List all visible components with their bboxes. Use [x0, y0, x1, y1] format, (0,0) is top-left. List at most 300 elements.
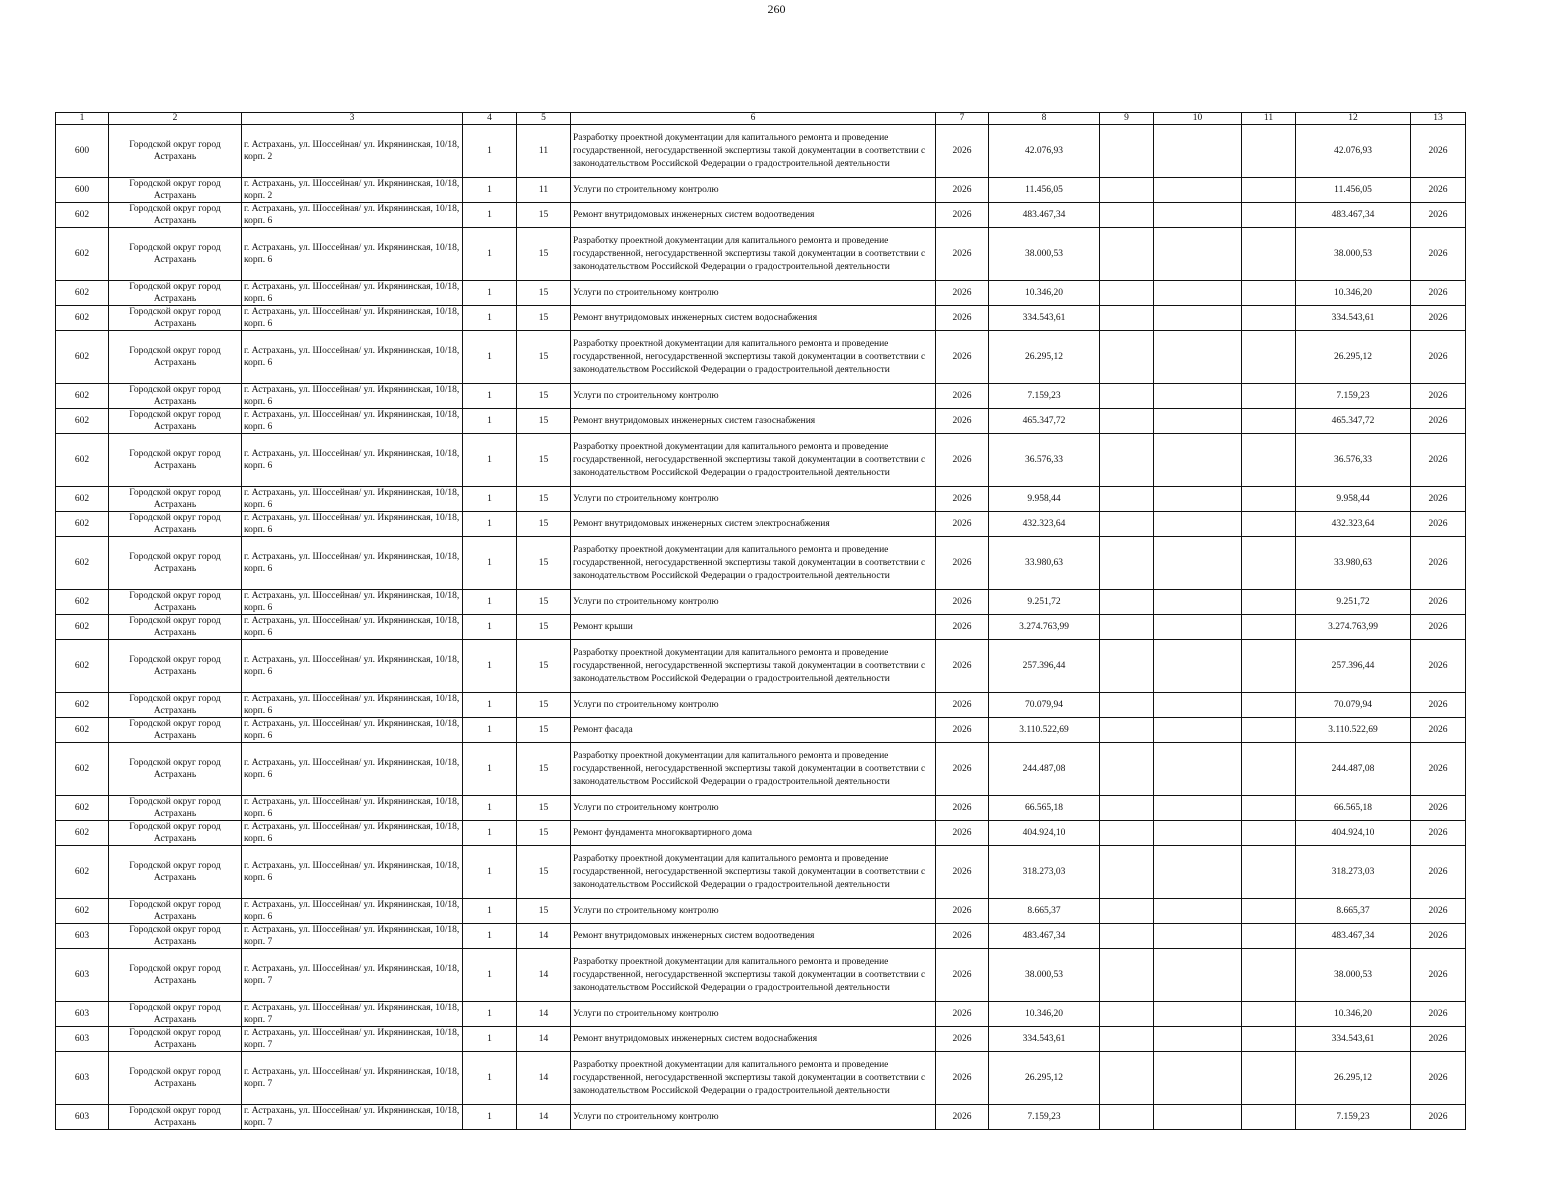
cell-column-5	[517, 821, 571, 846]
cell-completion-year	[1411, 718, 1466, 743]
table-row	[56, 821, 1466, 846]
column-header: 11	[1242, 113, 1296, 125]
cell-fund-cost	[1296, 846, 1411, 899]
cell-completion-year	[1411, 899, 1466, 924]
table-row	[56, 718, 1466, 743]
municipality-text: Городской округ город Астрахань	[129, 1106, 221, 1128]
completion-year-text: 2026	[1428, 146, 1448, 156]
column-5-text: 15	[538, 661, 549, 671]
work-type-text: Ремонт внутридомовых инженерных систем водоотведения	[573, 210, 815, 220]
work-type-text: Услуги по строительному контролю	[573, 803, 719, 813]
table-row	[56, 178, 1466, 203]
cell-column-11	[1242, 718, 1296, 743]
cell-fund-cost	[1296, 331, 1411, 384]
table-row	[56, 384, 1466, 409]
cell-column-9	[1100, 821, 1154, 846]
cell-total-cost	[989, 796, 1100, 821]
cell-column-11	[1242, 487, 1296, 512]
cell-address	[242, 228, 463, 281]
address-text: г. Астрахань, ул. Шоссейная/ ул. Икрянинская, 10/18, корп. 7	[244, 1003, 460, 1025]
cell-column-5	[517, 384, 571, 409]
address-text: г. Астрахань, ул. Шоссейная/ ул. Икрянинская, 10/18, корп. 2	[244, 179, 460, 201]
object-number-text: 602	[74, 391, 90, 401]
year-text: 2026	[952, 494, 972, 504]
cell-object-number	[56, 125, 109, 178]
municipality-text: Городской округ город Астрахань	[129, 964, 221, 986]
municipality-text: Городской округ город Астрахань	[129, 1028, 221, 1050]
object-number-text: 600	[74, 185, 90, 195]
column-4-text: 1	[487, 764, 492, 774]
cell-column-5	[517, 899, 571, 924]
municipality-text: Городской округ город Астрахань	[129, 346, 221, 368]
column-5-text: 15	[538, 494, 549, 504]
year-text: 2026	[952, 519, 972, 529]
cell-municipality	[109, 949, 242, 1002]
cell-column-4	[463, 409, 517, 434]
year-text: 2026	[952, 313, 972, 323]
cell-work-type	[571, 537, 936, 590]
address-text: г. Астрахань, ул. Шоссейная/ ул. Икрянинская, 10/18, корп. 6	[244, 552, 460, 574]
cell-column-10	[1154, 693, 1242, 718]
cell-address	[242, 718, 463, 743]
cell-address	[242, 821, 463, 846]
year-text: 2026	[952, 249, 972, 259]
address-text: г. Астрахань, ул. Шоссейная/ ул. Икрянинская, 10/18, корп. 7	[244, 964, 460, 986]
cell-completion-year	[1411, 924, 1466, 949]
cell-fund-cost	[1296, 693, 1411, 718]
cell-column-4	[463, 1027, 517, 1052]
total-cost-text: 10.346,20	[1025, 288, 1063, 298]
cell-column-5	[517, 1105, 571, 1130]
column-header: 2	[109, 113, 242, 125]
cell-fund-cost	[1296, 125, 1411, 178]
cell-object-number	[56, 899, 109, 924]
column-5-text: 11	[538, 146, 549, 156]
fund-cost-text: 7.159,23	[1336, 391, 1370, 401]
total-cost-text: 483.467,34	[1022, 931, 1066, 941]
table-row	[56, 796, 1466, 821]
table-row	[56, 281, 1466, 306]
municipality-text: Городской округ город Астрахань	[129, 410, 221, 432]
cell-column-10	[1154, 1002, 1242, 1027]
object-number-text: 603	[74, 1034, 90, 1044]
fund-cost-text: 9.958,44	[1336, 494, 1370, 504]
column-5-text: 15	[538, 210, 549, 220]
cell-municipality	[109, 434, 242, 487]
cell-column-10	[1154, 537, 1242, 590]
cell-completion-year	[1411, 409, 1466, 434]
fund-cost-text: 9.251,72	[1336, 597, 1370, 607]
cell-completion-year	[1411, 487, 1466, 512]
fund-cost-text: 10.346,20	[1334, 1009, 1372, 1019]
column-4-text: 1	[487, 391, 492, 401]
cell-total-cost	[989, 512, 1100, 537]
cell-column-4	[463, 306, 517, 331]
cell-fund-cost	[1296, 615, 1411, 640]
cell-total-cost	[989, 203, 1100, 228]
object-number-text: 603	[74, 970, 90, 980]
cell-object-number	[56, 281, 109, 306]
cell-fund-cost	[1296, 1027, 1411, 1052]
cell-fund-cost	[1296, 434, 1411, 487]
cell-municipality	[109, 331, 242, 384]
cell-year	[936, 899, 989, 924]
cell-column-11	[1242, 693, 1296, 718]
cell-column-10	[1154, 331, 1242, 384]
address-text: г. Астрахань, ул. Шоссейная/ ул. Икрянинская, 10/18, корп. 6	[244, 900, 460, 922]
object-number-text: 602	[74, 416, 90, 426]
cell-object-number	[56, 434, 109, 487]
fund-cost-text: 38.000,53	[1334, 970, 1372, 980]
object-number-text: 600	[74, 146, 90, 156]
cell-year	[936, 718, 989, 743]
cell-completion-year	[1411, 125, 1466, 178]
cell-column-4	[463, 640, 517, 693]
cell-column-5	[517, 331, 571, 384]
cell-column-9	[1100, 1002, 1154, 1027]
cell-work-type	[571, 203, 936, 228]
year-text: 2026	[952, 146, 972, 156]
cell-column-5	[517, 512, 571, 537]
total-cost-text: 42.076,93	[1025, 146, 1063, 156]
year-text: 2026	[952, 597, 972, 607]
cell-column-5	[517, 203, 571, 228]
table-row	[56, 434, 1466, 487]
cell-column-11	[1242, 796, 1296, 821]
cell-completion-year	[1411, 693, 1466, 718]
cell-column-9	[1100, 434, 1154, 487]
cell-column-4	[463, 281, 517, 306]
cell-work-type	[571, 796, 936, 821]
cell-completion-year	[1411, 640, 1466, 693]
cell-municipality	[109, 1027, 242, 1052]
cell-municipality	[109, 924, 242, 949]
cell-completion-year	[1411, 281, 1466, 306]
column-5-text: 14	[538, 1034, 549, 1044]
year-text: 2026	[952, 764, 972, 774]
cell-address	[242, 846, 463, 899]
table-row	[56, 590, 1466, 615]
address-text: г. Астрахань, ул. Шоссейная/ ул. Икрянинская, 10/18, корп. 6	[244, 243, 460, 265]
cell-column-9	[1100, 178, 1154, 203]
cell-column-11	[1242, 743, 1296, 796]
work-type-text: Ремонт фундамента многоквартирного дома	[573, 828, 752, 838]
cell-column-4	[463, 384, 517, 409]
cell-fund-cost	[1296, 899, 1411, 924]
municipality-text: Городской округ город Астрахань	[129, 719, 221, 741]
cell-address	[242, 125, 463, 178]
cell-object-number	[56, 590, 109, 615]
cell-column-10	[1154, 718, 1242, 743]
cell-column-4	[463, 718, 517, 743]
cell-total-cost	[989, 590, 1100, 615]
column-5-text: 15	[538, 725, 549, 735]
cell-work-type	[571, 1027, 936, 1052]
completion-year-text: 2026	[1428, 210, 1448, 220]
cell-total-cost	[989, 537, 1100, 590]
address-text: г. Астрахань, ул. Шоссейная/ ул. Икрянинская, 10/18, корп. 6	[244, 655, 460, 677]
cell-column-10	[1154, 590, 1242, 615]
cell-object-number	[56, 846, 109, 899]
works-table	[55, 112, 1466, 1130]
total-cost-text: 38.000,53	[1025, 249, 1063, 259]
table-row	[56, 512, 1466, 537]
cell-column-9	[1100, 306, 1154, 331]
fund-cost-text: 465.347,72	[1331, 416, 1375, 426]
cell-municipality	[109, 821, 242, 846]
cell-work-type	[571, 718, 936, 743]
object-number-text: 602	[74, 519, 90, 529]
cell-year	[936, 693, 989, 718]
completion-year-text: 2026	[1428, 352, 1448, 362]
cell-column-10	[1154, 1052, 1242, 1105]
column-4-text: 1	[487, 906, 492, 916]
object-number-text: 602	[74, 803, 90, 813]
completion-year-text: 2026	[1428, 1112, 1448, 1122]
municipality-text: Городской округ город Астрахань	[129, 591, 221, 613]
municipality-text: Городской округ город Астрахань	[129, 282, 221, 304]
column-4-text: 1	[487, 210, 492, 220]
cell-fund-cost	[1296, 640, 1411, 693]
object-number-text: 603	[74, 931, 90, 941]
cell-address	[242, 1105, 463, 1130]
column-4-text: 1	[487, 661, 492, 671]
cell-address	[242, 743, 463, 796]
table-row	[56, 1052, 1466, 1105]
fund-cost-text: 7.159,23	[1336, 1112, 1370, 1122]
cell-object-number	[56, 487, 109, 512]
cell-fund-cost	[1296, 178, 1411, 203]
cell-municipality	[109, 537, 242, 590]
cell-total-cost	[989, 178, 1100, 203]
cell-column-9	[1100, 203, 1154, 228]
address-text: г. Астрахань, ул. Шоссейная/ ул. Икрянинская, 10/18, корп. 6	[244, 797, 460, 819]
completion-year-text: 2026	[1428, 391, 1448, 401]
header-row	[56, 113, 1466, 125]
municipality-text: Городской округ город Астрахань	[129, 307, 221, 329]
cell-address	[242, 409, 463, 434]
cell-year	[936, 821, 989, 846]
column-5-text: 15	[538, 764, 549, 774]
fund-cost-text: 334.543,61	[1331, 313, 1375, 323]
year-text: 2026	[952, 1073, 972, 1083]
year-text: 2026	[952, 288, 972, 298]
completion-year-text: 2026	[1428, 494, 1448, 504]
cell-work-type	[571, 1002, 936, 1027]
completion-year-text: 2026	[1428, 622, 1448, 632]
cell-column-4	[463, 821, 517, 846]
cell-address	[242, 331, 463, 384]
cell-object-number	[56, 409, 109, 434]
cell-work-type	[571, 949, 936, 1002]
address-text: г. Астрахань, ул. Шоссейная/ ул. Икрянинская, 10/18, корп. 6	[244, 616, 460, 638]
cell-municipality	[109, 899, 242, 924]
column-4-text: 1	[487, 146, 492, 156]
cell-work-type	[571, 1105, 936, 1130]
year-text: 2026	[952, 185, 972, 195]
cell-column-5	[517, 1002, 571, 1027]
cell-municipality	[109, 281, 242, 306]
cell-completion-year	[1411, 537, 1466, 590]
cell-work-type	[571, 331, 936, 384]
cell-address	[242, 1027, 463, 1052]
municipality-text: Городской округ город Астрахань	[129, 552, 221, 574]
cell-column-9	[1100, 228, 1154, 281]
cell-column-4	[463, 743, 517, 796]
municipality-text: Городской округ город Астрахань	[129, 1003, 221, 1025]
column-4-text: 1	[487, 1009, 492, 1019]
cell-year	[936, 743, 989, 796]
object-number-text: 602	[74, 249, 90, 259]
cell-address	[242, 487, 463, 512]
cell-work-type	[571, 924, 936, 949]
cell-object-number	[56, 384, 109, 409]
cell-column-11	[1242, 512, 1296, 537]
cell-completion-year	[1411, 796, 1466, 821]
object-number-text: 602	[74, 725, 90, 735]
cell-year	[936, 281, 989, 306]
fund-cost-text: 38.000,53	[1334, 249, 1372, 259]
cell-column-5	[517, 846, 571, 899]
cell-municipality	[109, 640, 242, 693]
year-text: 2026	[952, 1034, 972, 1044]
year-text: 2026	[952, 622, 972, 632]
table-body	[56, 125, 1466, 1130]
cell-column-5	[517, 640, 571, 693]
year-text: 2026	[952, 210, 972, 220]
cell-column-9	[1100, 899, 1154, 924]
cell-total-cost	[989, 718, 1100, 743]
cell-total-cost	[989, 434, 1100, 487]
cell-column-5	[517, 949, 571, 1002]
cell-year	[936, 796, 989, 821]
municipality-text: Городской округ город Астрахань	[129, 488, 221, 510]
column-5-text: 15	[538, 519, 549, 529]
table-row	[56, 125, 1466, 178]
cell-fund-cost	[1296, 487, 1411, 512]
cell-column-5	[517, 693, 571, 718]
cell-total-cost	[989, 1052, 1100, 1105]
column-header: 3	[242, 113, 463, 125]
cell-column-11	[1242, 899, 1296, 924]
cell-column-11	[1242, 846, 1296, 899]
work-type-text: Услуги по строительному контролю	[573, 700, 719, 710]
address-text: г. Астрахань, ул. Шоссейная/ ул. Икрянинская, 10/18, корп. 6	[244, 307, 460, 329]
cell-column-10	[1154, 1105, 1242, 1130]
cell-object-number	[56, 203, 109, 228]
municipality-text: Городской округ город Астрахань	[129, 655, 221, 677]
column-4-text: 1	[487, 725, 492, 735]
object-number-text: 602	[74, 494, 90, 504]
cell-year	[936, 1002, 989, 1027]
column-4-text: 1	[487, 1112, 492, 1122]
total-cost-text: 26.295,12	[1025, 352, 1063, 362]
municipality-text: Городской округ город Астрахань	[129, 758, 221, 780]
table-row	[56, 306, 1466, 331]
cell-column-4	[463, 1002, 517, 1027]
completion-year-text: 2026	[1428, 455, 1448, 465]
cell-column-10	[1154, 487, 1242, 512]
table-row	[56, 487, 1466, 512]
cell-municipality	[109, 178, 242, 203]
cell-address	[242, 537, 463, 590]
cell-completion-year	[1411, 1027, 1466, 1052]
cell-object-number	[56, 512, 109, 537]
cell-column-9	[1100, 331, 1154, 384]
cell-object-number	[56, 228, 109, 281]
municipality-text: Городской округ город Астрахань	[129, 822, 221, 844]
cell-work-type	[571, 178, 936, 203]
cell-completion-year	[1411, 1105, 1466, 1130]
year-text: 2026	[952, 828, 972, 838]
address-text: г. Астрахань, ул. Шоссейная/ ул. Икрянинская, 10/18, корп. 6	[244, 204, 460, 226]
table-row	[56, 331, 1466, 384]
cell-address	[242, 924, 463, 949]
column-5-text: 14	[538, 970, 549, 980]
cell-work-type	[571, 512, 936, 537]
cell-work-type	[571, 281, 936, 306]
year-text: 2026	[952, 558, 972, 568]
object-number-text: 602	[74, 455, 90, 465]
cell-municipality	[109, 409, 242, 434]
column-header: 13	[1411, 113, 1466, 125]
cell-total-cost	[989, 306, 1100, 331]
cell-column-11	[1242, 1105, 1296, 1130]
work-type-text: Ремонт внутридомовых инженерных систем водоотведения	[573, 931, 815, 941]
cell-address	[242, 203, 463, 228]
cell-column-10	[1154, 384, 1242, 409]
address-text: г. Астрахань, ул. Шоссейная/ ул. Икрянинская, 10/18, корп. 6	[244, 591, 460, 613]
cell-fund-cost	[1296, 409, 1411, 434]
work-type-text: Услуги по строительному контролю	[573, 185, 719, 195]
cell-object-number	[56, 743, 109, 796]
cell-municipality	[109, 306, 242, 331]
cell-column-9	[1100, 640, 1154, 693]
column-5-text: 14	[538, 1009, 549, 1019]
total-cost-text: 9.958,44	[1027, 494, 1061, 504]
column-5-text: 15	[538, 416, 549, 426]
completion-year-text: 2026	[1428, 416, 1448, 426]
cell-column-4	[463, 924, 517, 949]
municipality-text: Городской округ город Астрахань	[129, 204, 221, 226]
work-type-text: Разработку проектной документации для капитального ремонта и проведение государственной, негосударственной экспертизы такой документации в соответствии с законодательством Российской Федерации о градостроительной деятельности	[573, 647, 926, 684]
year-text: 2026	[952, 700, 972, 710]
fund-cost-text: 3.110.522,69	[1328, 725, 1378, 735]
column-header: 1	[56, 113, 109, 125]
work-type-text: Разработку проектной документации для капитального ремонта и проведение государственной, негосударственной экспертизы такой документации в соответствии с законодательством Российской Федерации о градостроительной деятельности	[573, 338, 926, 375]
object-number-text: 602	[74, 558, 90, 568]
completion-year-text: 2026	[1428, 931, 1448, 941]
year-text: 2026	[952, 661, 972, 671]
address-text: г. Астрахань, ул. Шоссейная/ ул. Икрянинская, 10/18, корп. 6	[244, 488, 460, 510]
work-type-text: Ремонт крыши	[573, 622, 633, 632]
completion-year-text: 2026	[1428, 288, 1448, 298]
cell-column-5	[517, 228, 571, 281]
cell-address	[242, 640, 463, 693]
address-text: г. Астрахань, ул. Шоссейная/ ул. Икрянинская, 10/18, корп. 7	[244, 1106, 460, 1128]
cell-completion-year	[1411, 203, 1466, 228]
object-number-text: 603	[74, 1112, 90, 1122]
municipality-text: Городской округ город Астрахань	[129, 449, 221, 471]
fund-cost-text: 42.076,93	[1334, 146, 1372, 156]
fund-cost-text: 11.456,05	[1334, 185, 1372, 195]
year-text: 2026	[952, 725, 972, 735]
table-row	[56, 203, 1466, 228]
column-4-text: 1	[487, 622, 492, 632]
column-header: 4	[463, 113, 517, 125]
cell-year	[936, 203, 989, 228]
cell-address	[242, 796, 463, 821]
